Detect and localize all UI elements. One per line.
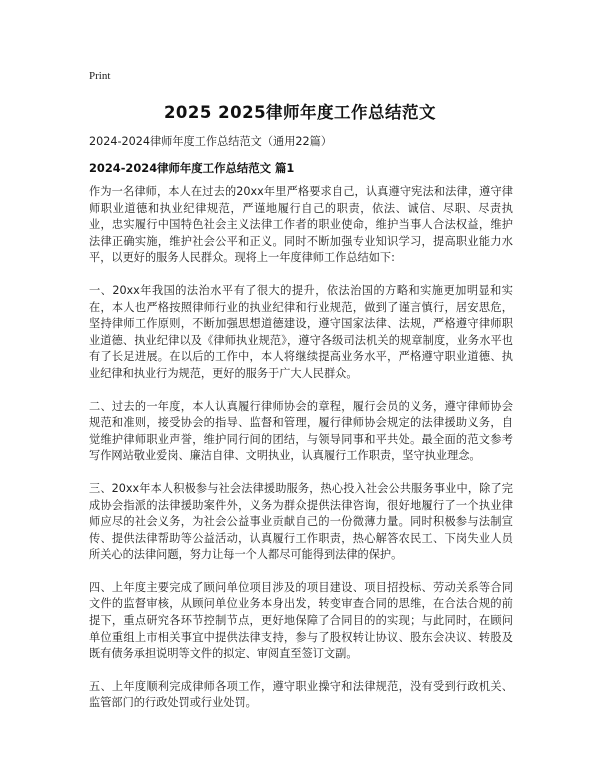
paragraph-2: 二、过去的一年度，本人认真履行律师协会的章程，履行会员的义务，遵守律师协会规范和准则，接受协会的指导、监督和管理，履行律师协会规定的法律援助义务，自觉维护律师职业声誉，维护同行间的团结，与领导同事和平共处。最全面的范文参考写作网站敬业爱岗、廉洁自律、文明执业，认真履行工作职责，坚守执业理念。 bbox=[89, 399, 513, 463]
paragraph-1: 一、20xx年我国的法治水平有了很大的提升，依法治国的方略和实施更加明显和实在，本人也严格按照律师行业的执业纪律和行业规范，做到了谨言慎行，居安思危，坚持律师工作原则，不断加强思想道德建设，遵守国家法律、法规，严格遵守律师职业道德、执业纪律以及《律师执业规范》，遵守各级司法机关的规章制度，业务水平也有了长足进展。在以后的工作中，本人将继续提高业务水平，严格遵守职业道德、执业纪律和执业行为规范，更好的服务于广大人民群众。 bbox=[89, 283, 513, 380]
paragraph-3: 三、20xx年本人积极参与社会法律援助服务，热心投入社会公共服务事业中，除了完成协会指派的法律援助案件外，义务为群众提供法律咨询，很好地履行了一个执业律师应尽的社会义务，为社会公益事业贡献自己的一份微薄力量。同时积极参与法制宣传、提供法律帮助等公益活动，认真履行工作职责，热心解答农民工、下岗失业人员所关心的法律问题，努力让每一个人都尽可能得到法律的保护。 bbox=[89, 481, 513, 562]
paragraph-4: 四、上年度主要完成了顾问单位项目涉及的项目建设、项目招投标、劳动关系等合同文件的监督审核，从顾问单位业务本身出发，转变审查合同的思维，在合法合规的前提下，重点研究各环节控制节点，更好地保障了合同目的的实现；与此同时，在顾问单位重组上市相关事宜中提供法律支持，参与了股权转让协议、股东会决议、转股及既有债务承担说明等文件的拟定、审阅直至签订文副。 bbox=[89, 580, 513, 661]
document-subtitle: 2024-2024律师年度工作总结范文（通用22篇） bbox=[89, 135, 333, 148]
paragraph-intro: 作为一名律师，本人在过去的20xx年里严格要求自己，认真遵守宪法和法律，遵守律师职业道德和执业纪律规范，严谨地履行自己的职责，依法、诚信、尽职、尽责执业，忠实履行中国特色社会主义法律工作者的职业使命，维护当事人合法权益，维护法律正确实施，维护社会公平和正义。同时不断加强专业知识学习，提高职业能力水平，以更好的服务人民群众。现将上一年度律师工作总结如下: bbox=[89, 185, 513, 265]
section-heading: 2024-2024律师年度工作总结范文 篇1 bbox=[89, 161, 295, 175]
page-title: 2025 2025律师年度工作总结范文 bbox=[163, 103, 437, 122]
paragraph-5: 五、上年度顺利完成律师各项工作，遵守职业操守和法律规范，没有受到行政机关、监管部门的行政处罚或行业处罚。 bbox=[89, 679, 513, 710]
print-link[interactable]: Print bbox=[89, 70, 111, 82]
document-body bbox=[89, 184, 513, 728]
